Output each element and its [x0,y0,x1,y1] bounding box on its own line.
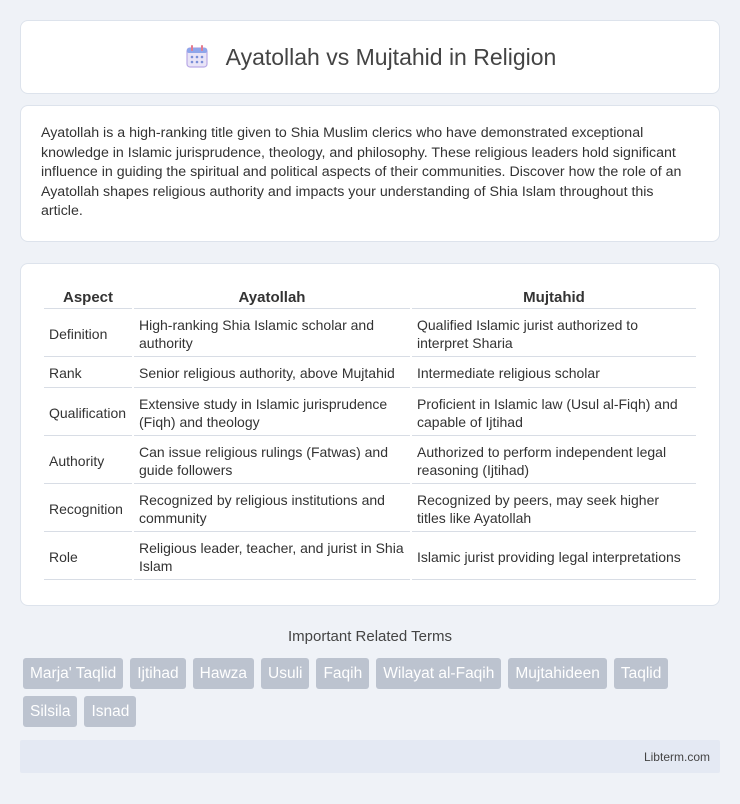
header-ayatollah: Ayatollah [134,286,410,309]
calendar-icon [184,44,210,70]
table-row [44,390,696,436]
table-header-row [44,286,696,309]
cell-aspect: Recognition [44,486,132,532]
cell-ayatollah: Recognized by religious institutions and community [134,486,410,532]
tag-wilayat-al-faqih[interactable]: Wilayat al-Faqih [376,658,501,689]
cell-mujtahid: Islamic jurist providing legal interpretations [412,534,696,580]
cell-aspect: Qualification [44,390,132,436]
tag-usuli[interactable]: Usuli [261,658,309,689]
related-terms-title: Important Related Terms [288,628,452,645]
cell-aspect: Rank [44,359,132,388]
cell-aspect: Definition [44,311,132,357]
comparison-card [20,263,720,606]
header-mujtahid: Mujtahid [412,286,696,309]
table-row [44,438,696,484]
tag-ijtihad[interactable]: Ijtihad [130,658,185,689]
footer-site-link[interactable]: Libterm.com [643,749,710,764]
header-aspect: Aspect [44,286,132,309]
cell-ayatollah: Can issue religious rulings (Fatwas) and guide followers [134,438,410,484]
page-title: Ayatollah vs Mujtahid in Religion [225,43,557,70]
tag-mujtahideen[interactable]: Mujtahideen [508,658,606,689]
intro-card [20,105,720,242]
cell-mujtahid: Recognized by peers, may seek higher titles like Ayatollah [412,486,696,532]
cell-aspect: Authority [44,438,132,484]
tag-isnad[interactable]: Isnad [84,696,136,727]
cell-ayatollah: Religious leader, teacher, and jurist in Shia Islam [134,534,410,580]
table-row [44,486,696,532]
cell-ayatollah: Extensive study in Islamic jurisprudence (Fiqh) and theology [134,390,410,436]
table-row [44,311,696,357]
tag-hawza[interactable]: Hawza [193,658,254,689]
title-wrap [184,44,557,71]
table-row [44,359,696,388]
table-row [44,534,696,580]
cell-mujtahid: Intermediate religious scholar [412,359,696,388]
tag-silsila[interactable]: Silsila [23,696,77,727]
tag-taqlid[interactable]: Taqlid [614,658,669,689]
cell-mujtahid: Authorized to perform independent legal reasoning (Ijtihad) [412,438,696,484]
cell-ayatollah: High-ranking Shia Islamic scholar and authority [134,311,410,357]
cell-mujtahid: Proficient in Islamic law (Usul al-Fiqh) and capable of Ijtihad [412,390,696,436]
intro-text: Ayatollah is a high-ranking title given to Shia Muslim clerics who have demonstrated exceptional knowledge in Islamic jurisprudence, theology, and philosophy. These religious leaders hold significant influence in guiding the spiritual and political aspects of their communities. Discover how the role of an Ayatollah shapes religious authority and impacts your understanding of Shia Islam throughout this article. [41,125,682,220]
cell-ayatollah: Senior religious authority, above Mujtahid [134,359,410,388]
comparison-table [42,284,698,582]
header-card [20,20,720,94]
cell-mujtahid: Qualified Islamic jurist authorized to interpret Sharia [412,311,696,357]
footer [20,740,720,773]
cell-aspect: Role [44,534,132,580]
related-terms-tags [23,658,723,727]
tag-faqih[interactable]: Faqih [316,658,369,689]
tag-marja-taqlid[interactable]: Marja' Taqlid [23,658,123,689]
